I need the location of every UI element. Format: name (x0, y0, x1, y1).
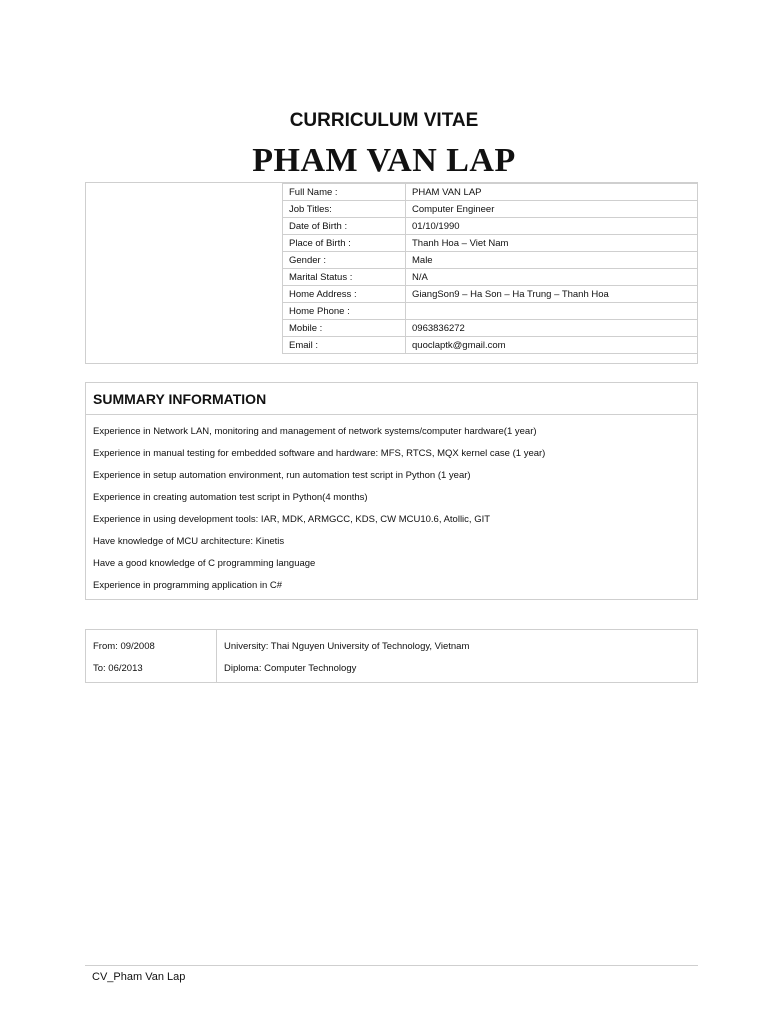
education-university: University: Thai Nguyen University of Technology, Vietnam (224, 641, 470, 652)
info-value (406, 303, 698, 320)
info-label: Home Address : (283, 286, 406, 303)
info-value: PHAM VAN LAP (406, 184, 698, 201)
info-value: 01/10/1990 (406, 218, 698, 235)
info-value: quoclaptk@gmail.com (406, 337, 698, 354)
info-value: Computer Engineer (406, 201, 698, 218)
list-item: Experience in programming application in C# (93, 580, 283, 591)
education-to: To: 06/2013 (93, 663, 143, 674)
table-row (283, 303, 698, 320)
summary-list (86, 415, 697, 599)
info-label: Job Titles: (283, 201, 406, 218)
footer-text: CV_Pham Van Lap (92, 971, 186, 983)
summary-section (85, 382, 698, 600)
list-item: Experience in Network LAN, monitoring and management of network systems/computer hardware(1 year) (93, 426, 537, 437)
table-row (283, 201, 698, 218)
cv-title: CURRICULUM VITAE (289, 110, 479, 131)
education-diploma: Diploma: Computer Technology (224, 663, 357, 674)
table-row (283, 184, 698, 201)
info-value: 0963836272 (406, 320, 698, 337)
list-item: Have a good knowledge of C programming language (93, 558, 316, 569)
info-label: Place of Birth : (283, 235, 406, 252)
list-item: Experience in manual testing for embedded software and hardware: MFS, RTCS, MQX kernel case (1 year) (93, 448, 546, 459)
education-section (85, 629, 698, 683)
cv-name: PHAM VAN LAP (252, 142, 516, 179)
list-item: Have knowledge of MCU architecture: Kinetis (93, 536, 285, 547)
list-item: Experience in using development tools: IAR, MDK, ARMGCC, KDS, CW MCU10.6, Atollic, GIT (93, 514, 491, 525)
info-label: Mobile : (283, 320, 406, 337)
photo-placeholder (86, 183, 282, 363)
info-value: N/A (406, 269, 698, 286)
info-label: Home Phone : (283, 303, 406, 320)
info-label: Email : (283, 337, 406, 354)
info-value: Thanh Hoa – Viet Nam (406, 235, 698, 252)
table-row (283, 337, 698, 354)
info-label: Gender : (283, 252, 406, 269)
table-row (283, 218, 698, 235)
table-row (283, 269, 698, 286)
list-item: Experience in creating automation test script in Python(4 months) (93, 492, 368, 503)
footer-divider (85, 965, 698, 966)
personal-info-table (282, 183, 698, 354)
info-label: Date of Birth : (283, 218, 406, 235)
table-row (283, 235, 698, 252)
info-value: Male (406, 252, 698, 269)
info-label: Marital Status : (283, 269, 406, 286)
info-label: Full Name : (283, 184, 406, 201)
education-dates (86, 630, 217, 682)
table-row (283, 286, 698, 303)
education-from: From: 09/2008 (93, 641, 155, 652)
list-item: Experience in setup automation environment, run automation test script in Python (1 year) (93, 470, 471, 481)
info-value: GiangSon9 – Ha Son – Ha Trung – Thanh Hoa (406, 286, 698, 303)
table-row (283, 252, 698, 269)
table-row (283, 320, 698, 337)
summary-heading: SUMMARY INFORMATION (86, 383, 697, 415)
personal-info-section (85, 182, 698, 364)
